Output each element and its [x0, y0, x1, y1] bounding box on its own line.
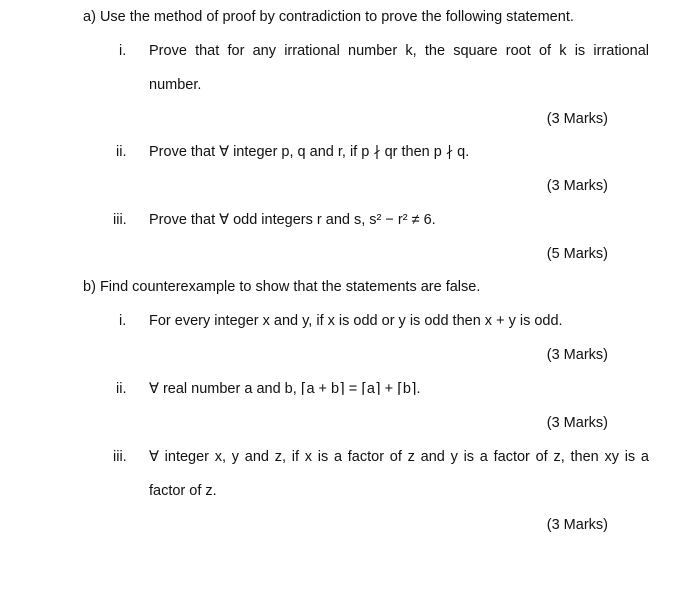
question-number: iii. [113, 212, 127, 228]
part-a-heading [83, 7, 574, 27]
question-text: ∀ real number a and b, ⌈a + b⌉ = ⌈a⌉ + ⌈b⌉. [149, 381, 421, 397]
question-text: Prove that for any irrational number k, the square root of k is irrational [149, 43, 649, 59]
question-number: ii. [116, 381, 127, 397]
part-b-label: b) [83, 279, 96, 295]
part-a-label: a) [83, 9, 96, 25]
part-b-heading [83, 277, 480, 297]
question-text-continued: number. [149, 77, 202, 93]
part-a-title: Use the method of proof by contradiction to prove the following statement. [99, 9, 574, 25]
question-number: ii. [116, 144, 127, 160]
marks-label: (3 Marks) [546, 178, 608, 194]
question-text: Prove that ∀ integer p, q and r, if p ∤ qr then p ∤ q. [149, 144, 470, 160]
marks-label: (5 Marks) [546, 246, 608, 262]
question-number: i. [119, 43, 127, 59]
question-text: ∀ integer x, y and z, if x is a factor of z and y is a factor of z, then xy is a [149, 449, 649, 465]
part-b-title: Find counterexample to show that the statements are false. [99, 279, 481, 295]
question-number: i. [119, 313, 127, 329]
question-text: For every integer x and y, if x is odd or y is odd then x + y is odd. [149, 313, 563, 329]
question-text: Prove that ∀ odd integers r and s, s² − r² ≠ 6. [149, 212, 436, 228]
marks-label: (3 Marks) [546, 111, 608, 127]
question-text-continued: factor of z. [149, 483, 217, 499]
marks-label: (3 Marks) [546, 347, 608, 363]
question-number: iii. [113, 449, 127, 465]
marks-label: (3 Marks) [546, 415, 608, 431]
marks-label: (3 Marks) [546, 517, 608, 533]
